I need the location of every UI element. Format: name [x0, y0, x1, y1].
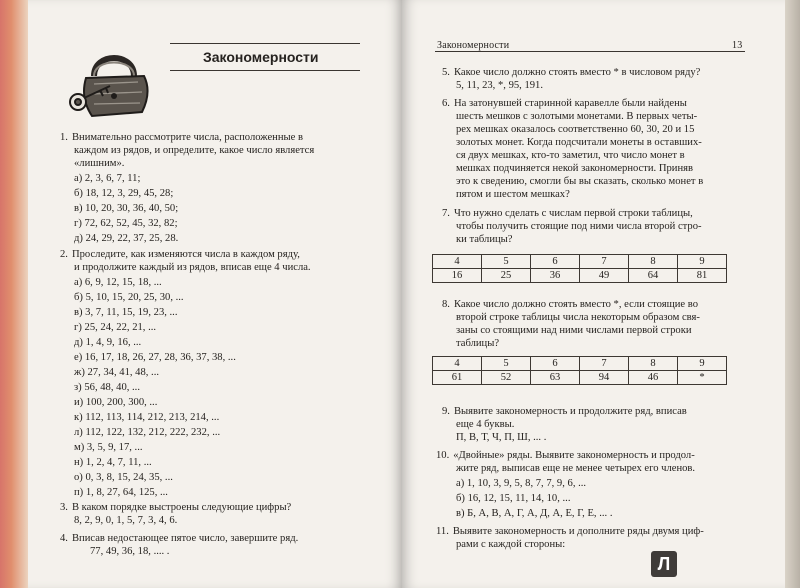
exercise-line [442, 207, 693, 220]
line-text: Какое число должно стоять вместо * в числовом ряду? [453, 67, 701, 78]
line-text: заны со стоящими над ними числами первой строки [456, 325, 692, 336]
table-cell: 8 [629, 255, 678, 269]
exercise-line [60, 248, 300, 261]
text-line [456, 311, 700, 324]
line-text: Выявите закономерность и дополните ряды двумя циф- [452, 526, 704, 537]
line-text: б) 5, 10, 15, 20, 25, 30, ... [74, 292, 184, 303]
text-line [456, 462, 695, 475]
title-rule-top [170, 43, 360, 44]
line-text: д) 1, 4, 9, 16, ... [74, 337, 142, 348]
exercise-number: 11. [436, 526, 449, 537]
exercise-line [442, 66, 700, 79]
table-row [433, 357, 727, 371]
line-text: а) 1, 10, 3, 9, 5, 8, 7, 7, 9, 6, ... [456, 478, 587, 489]
table-cell: 25 [482, 269, 531, 283]
text-line [456, 79, 543, 92]
line-text: м) 3, 5, 9, 17, ... [74, 442, 143, 453]
line-text: и) 100, 200, 300, ... [74, 397, 158, 408]
text-line [456, 123, 694, 136]
line-text: ся двух мешках, кто-то заметил, что число монет в [456, 150, 685, 161]
table-8 [432, 356, 727, 385]
table-cell: 36 [531, 269, 580, 283]
text-line [456, 477, 586, 490]
exercise-line [60, 131, 303, 144]
line-text: з) 56, 48, 40, ... [74, 382, 140, 393]
table-cell: 8 [629, 357, 678, 371]
text-line [74, 172, 140, 185]
table-cell: 81 [678, 269, 727, 283]
table-cell: 6 [531, 255, 580, 269]
table-cell: 6 [531, 357, 580, 371]
line-text: еще 4 буквы. [456, 419, 515, 430]
table-cell: 7 [580, 255, 629, 269]
line-text: каждом из рядов, и определите, какое число является [74, 145, 315, 156]
text-line [456, 418, 514, 431]
text-line [74, 514, 177, 527]
line-text: а) 2, 3, 6, 7, 11; [74, 173, 141, 184]
line-text: д) 24, 29, 22, 37, 25, 28. [74, 233, 179, 244]
table-cell: 61 [433, 371, 482, 385]
line-text: б) 16, 12, 15, 11, 14, 10, ... [456, 493, 571, 504]
text-line [456, 110, 697, 123]
text-line [74, 441, 143, 454]
table-7 [432, 254, 727, 283]
exercise-line [442, 405, 687, 418]
line-text: второй строке таблицы числа некоторым образом свя- [456, 312, 700, 323]
text-line [456, 538, 565, 551]
line-text: ж) 27, 34, 41, 48, ... [74, 367, 160, 378]
text-line [456, 507, 612, 520]
text-line [74, 261, 311, 274]
exercise-line [60, 532, 298, 545]
table-cell: 16 [433, 269, 482, 283]
litres-logo-icon: Л [651, 551, 677, 577]
text-line [74, 456, 152, 469]
table-cell: 4 [433, 255, 482, 269]
line-text: Какое число должно стоять вместо *, если стоящие во [453, 299, 698, 310]
table-cell: * [678, 371, 727, 385]
table-cell: 9 [678, 357, 727, 371]
exercise-line [442, 298, 698, 311]
line-text: и продолжите каждый из рядов, вписав еще 4 числа. [74, 262, 311, 273]
text-line [74, 381, 140, 394]
line-text: в) 10, 20, 30, 36, 40, 50; [74, 203, 179, 214]
exercise-number: 4. [60, 533, 68, 544]
table-cell: 49 [580, 269, 629, 283]
exercise-line [436, 449, 695, 462]
line-text: 8, 2, 9, 0, 1, 5, 7, 3, 4, 6. [74, 515, 178, 526]
table-cell: 7 [580, 357, 629, 371]
table-cell: 94 [580, 371, 629, 385]
table-row [433, 269, 727, 283]
text-line [74, 276, 162, 289]
text-line [456, 431, 546, 444]
text-line [456, 337, 499, 350]
line-text: «лишним». [74, 158, 125, 169]
text-line [74, 471, 173, 484]
line-text: таблицы? [456, 338, 500, 349]
line-text: Выявите закономерность и продолжите ряд, вписав [453, 406, 687, 417]
text-line [74, 232, 178, 245]
line-text: рех мешках оказалось соответственно 60, 30, 20 и 15 [456, 124, 695, 135]
text-line [74, 291, 184, 304]
line-text: мешках подчиняется некой закономерности. Приняв [456, 163, 694, 174]
header-rule [435, 51, 745, 52]
text-line [74, 321, 156, 334]
text-line [74, 144, 314, 157]
exercise-number: 1. [60, 132, 68, 143]
line-text: В каком порядке выстроены следующие цифры? [71, 502, 292, 513]
running-head: Закономерности [437, 40, 510, 51]
line-text: к) 112, 113, 114, 212, 213, 214, ... [74, 412, 220, 423]
text-line [74, 411, 219, 424]
text-line [74, 486, 168, 499]
line-text: Вписав недостающее пятое число, завершите ряд. [71, 533, 299, 544]
line-text: шесть мешков с золотыми монетами. В первых четы- [456, 111, 698, 122]
table-row [433, 371, 727, 385]
line-text: л) 112, 122, 132, 212, 222, 232, ... [74, 427, 221, 438]
line-text: 5, 11, 23, *, 95, 191. [456, 80, 544, 91]
line-text: На затонувшей старинной каравелле были найдены [453, 98, 687, 109]
line-text: б) 18, 12, 3, 29, 45, 28; [74, 188, 174, 199]
page-number: 13 [732, 40, 743, 51]
line-text: это к сведению, смогли бы вы сказать, сколько монет в [456, 176, 704, 187]
exercise-number: 8. [442, 299, 450, 310]
text-line [456, 233, 513, 246]
line-text: чтобы получить стоящие под ними числа второй стро- [456, 221, 702, 232]
line-text: г) 72, 62, 52, 45, 32, 82; [74, 218, 178, 229]
line-text: в) Б, А, В, А, Г, А, Д, А, Е, Г, Е, ... . [456, 508, 613, 519]
exercise-number: 3. [60, 502, 68, 513]
text-line [74, 157, 124, 170]
line-text: а) 6, 9, 12, 15, 18, ... [74, 277, 162, 288]
padlock-with-key-icon [64, 46, 168, 120]
line-text: Внимательно рассмотрите числа, расположенные в [71, 132, 303, 143]
line-text: Проследите, как изменяются числа в каждом ряду, [71, 249, 300, 260]
text-line [456, 220, 702, 233]
line-text: жите ряд, выписав еще не менее четырех его членов. [456, 463, 696, 474]
text-line [74, 217, 178, 230]
exercise-number: 2. [60, 249, 68, 260]
text-line [74, 351, 236, 364]
section-title: Закономерности [203, 49, 319, 65]
text-line [74, 187, 173, 200]
line-text: рами с каждой стороны: [456, 539, 566, 550]
right-book-edge [785, 0, 800, 588]
text-line [456, 136, 702, 149]
table-cell: 63 [531, 371, 580, 385]
line-text: е) 16, 17, 18, 26, 27, 28, 36, 37, 38, ... [74, 352, 236, 363]
table-cell: 5 [482, 255, 531, 269]
exercise-number: 7. [442, 208, 450, 219]
text-line [456, 324, 692, 337]
line-text: ки таблицы? [456, 234, 513, 245]
line-text: о) 0, 3, 8, 15, 24, 35, ... [74, 472, 173, 483]
text-line [456, 162, 693, 175]
text-line [74, 366, 159, 379]
exercise-line [442, 97, 687, 110]
line-text: золотых монет. Когда подсчитали монеты в оставших- [456, 137, 702, 148]
text-line [456, 188, 570, 201]
text-line [90, 545, 169, 558]
table-cell: 9 [678, 255, 727, 269]
exercise-line [436, 525, 704, 538]
text-line [456, 175, 703, 188]
text-line [456, 149, 685, 162]
text-line [74, 306, 177, 319]
line-text: г) 25, 24, 22, 21, ... [74, 322, 157, 333]
line-text: п) 1, 8, 27, 64, 125, ... [74, 487, 168, 498]
exercise-number: 6. [442, 98, 450, 109]
table-cell: 46 [629, 371, 678, 385]
table-row [433, 255, 727, 269]
exercise-number: 9. [442, 406, 450, 417]
line-text: П, В, Т, Ч, П, Ш, ... . [456, 432, 547, 443]
table-cell: 64 [629, 269, 678, 283]
line-text: «Двойные» ряды. Выявите закономерность и продол- [453, 450, 695, 461]
title-rule-bottom [170, 70, 360, 71]
line-text: н) 1, 2, 4, 7, 11, ... [74, 457, 152, 468]
line-text: Что нужно сделать с числам первой строки таблицы, [453, 208, 693, 219]
line-text: в) 3, 7, 11, 15, 19, 23, ... [74, 307, 178, 318]
left-book-edge [0, 0, 28, 588]
exercise-line [60, 501, 291, 514]
text-line [74, 202, 178, 215]
text-line [74, 336, 141, 349]
line-text: 77, 49, 36, 18, .... . [90, 546, 170, 557]
text-line [74, 426, 220, 439]
exercise-number: 5. [442, 67, 450, 78]
table-cell: 5 [482, 357, 531, 371]
table-cell: 4 [433, 357, 482, 371]
text-line [74, 396, 157, 409]
exercise-number: 10. [436, 450, 450, 461]
text-line [456, 492, 570, 505]
line-text: пятом и шестом мешках? [456, 189, 570, 200]
table-cell: 52 [482, 371, 531, 385]
